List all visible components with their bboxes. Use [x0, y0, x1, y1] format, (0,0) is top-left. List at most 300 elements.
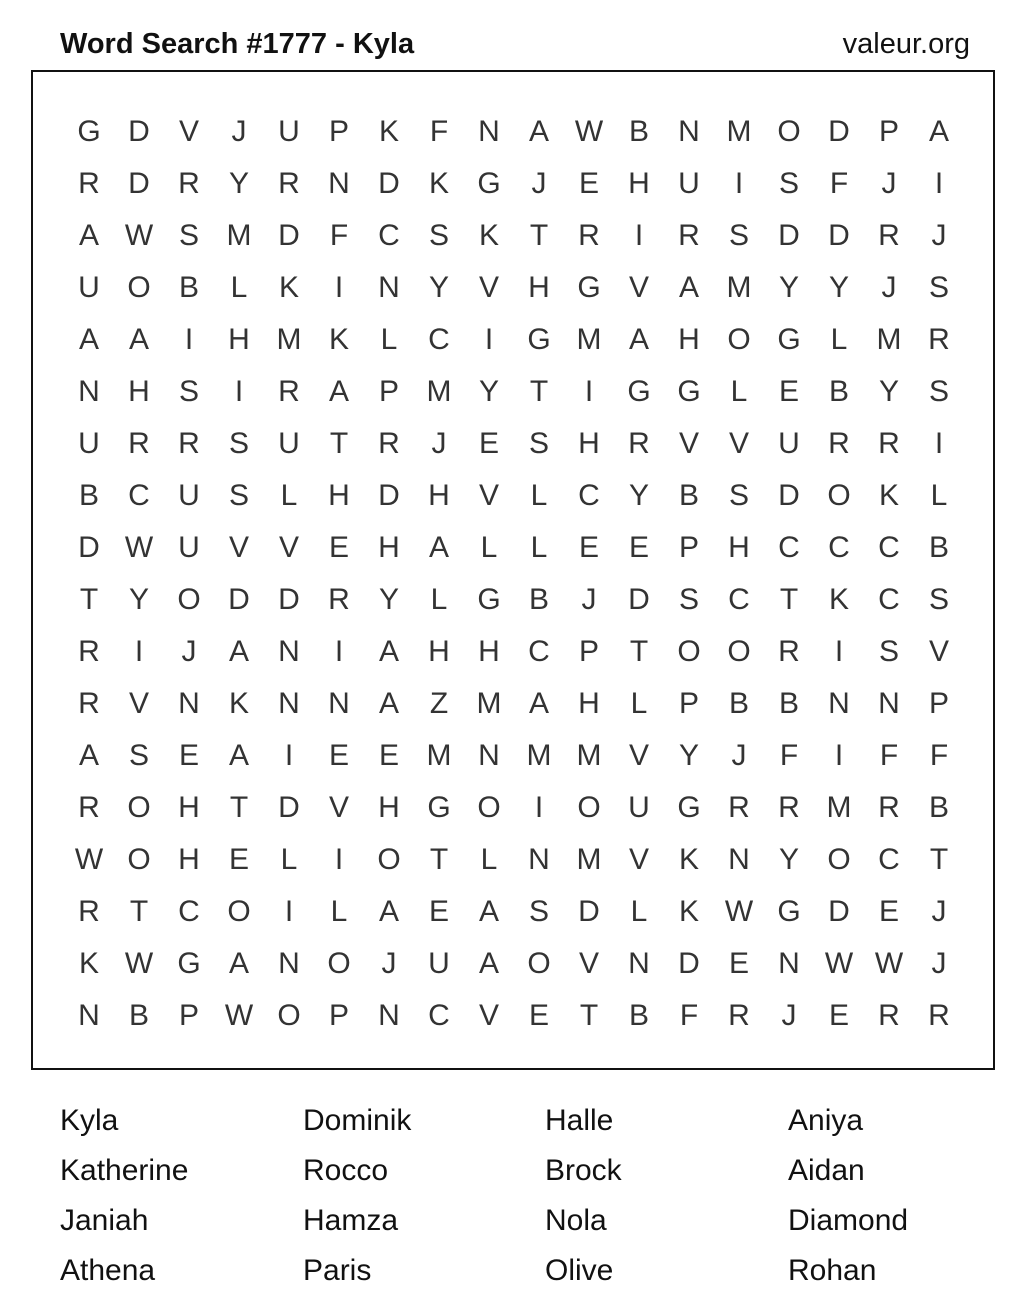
grid-cell[interactable]: T: [529, 219, 549, 252]
grid-cell[interactable]: U: [628, 791, 650, 824]
grid-cell[interactable]: U: [78, 427, 100, 460]
grid-cell[interactable]: S: [528, 895, 549, 928]
grid-cell[interactable]: J: [531, 167, 547, 200]
grid-cell[interactable]: W: [224, 999, 254, 1032]
grid-cell[interactable]: P: [878, 115, 899, 148]
grid-cell[interactable]: L: [330, 895, 348, 928]
grid-cell[interactable]: O: [327, 947, 351, 980]
grid-cell[interactable]: R: [578, 219, 600, 252]
grid-cell[interactable]: P: [178, 999, 199, 1032]
grid-cell[interactable]: H: [178, 791, 200, 824]
grid-cell[interactable]: D: [628, 583, 650, 616]
grid-cell[interactable]: B: [928, 791, 949, 824]
grid-cell[interactable]: H: [428, 479, 450, 512]
grid-cell[interactable]: L: [480, 531, 498, 564]
grid-cell[interactable]: A: [528, 687, 549, 720]
grid-cell[interactable]: H: [128, 375, 150, 408]
grid-cell[interactable]: T: [529, 375, 549, 408]
grid-cell[interactable]: K: [278, 271, 299, 304]
grid-cell[interactable]: M: [826, 791, 852, 824]
grid-cell[interactable]: S: [678, 583, 699, 616]
grid-cell[interactable]: U: [78, 271, 100, 304]
grid-cell[interactable]: B: [778, 687, 799, 720]
grid-cell[interactable]: G: [577, 271, 601, 304]
grid-cell[interactable]: E: [328, 739, 349, 772]
grid-cell[interactable]: V: [178, 115, 199, 148]
grid-cell[interactable]: P: [678, 687, 699, 720]
grid-cell[interactable]: T: [779, 583, 799, 616]
grid-cell[interactable]: E: [178, 739, 199, 772]
grid-cell[interactable]: C: [878, 583, 900, 616]
grid-cell[interactable]: D: [78, 531, 100, 564]
grid-cell[interactable]: H: [328, 479, 350, 512]
grid-cell[interactable]: R: [78, 635, 100, 668]
grid-cell[interactable]: S: [128, 739, 149, 772]
grid-cell[interactable]: O: [777, 115, 801, 148]
grid-cell[interactable]: M: [576, 843, 602, 876]
grid-cell[interactable]: R: [78, 791, 100, 824]
grid-cell[interactable]: J: [931, 895, 947, 928]
grid-cell[interactable]: H: [578, 427, 600, 460]
grid-cell[interactable]: I: [534, 791, 544, 824]
grid-cell[interactable]: C: [128, 479, 150, 512]
grid-cell[interactable]: R: [878, 999, 900, 1032]
grid-cell[interactable]: C: [178, 895, 200, 928]
grid-cell[interactable]: J: [181, 635, 197, 668]
grid-cell[interactable]: L: [730, 375, 748, 408]
grid-cell[interactable]: O: [827, 479, 851, 512]
grid-cell[interactable]: B: [528, 583, 549, 616]
grid-cell[interactable]: N: [378, 271, 400, 304]
grid-cell[interactable]: O: [127, 791, 151, 824]
grid-cell[interactable]: L: [430, 583, 448, 616]
grid-cell[interactable]: Y: [778, 271, 799, 304]
grid-cell[interactable]: D: [578, 895, 600, 928]
grid-cell[interactable]: O: [577, 791, 601, 824]
grid-cell[interactable]: B: [828, 375, 849, 408]
grid-cell[interactable]: N: [828, 687, 850, 720]
grid-cell[interactable]: T: [229, 791, 249, 824]
grid-cell[interactable]: H: [378, 791, 400, 824]
grid-cell[interactable]: M: [576, 323, 602, 356]
grid-cell[interactable]: O: [127, 271, 151, 304]
grid-cell[interactable]: N: [528, 843, 550, 876]
grid-cell[interactable]: I: [284, 739, 294, 772]
grid-cell[interactable]: A: [628, 323, 649, 356]
grid-cell[interactable]: V: [478, 271, 499, 304]
grid-cell[interactable]: O: [727, 635, 751, 668]
grid-cell[interactable]: E: [478, 427, 499, 460]
grid-cell[interactable]: O: [827, 843, 851, 876]
grid-cell[interactable]: Y: [128, 583, 149, 616]
grid-cell[interactable]: Y: [878, 375, 899, 408]
grid-cell[interactable]: J: [731, 739, 747, 772]
grid-cell[interactable]: V: [628, 739, 649, 772]
grid-cell[interactable]: V: [128, 687, 149, 720]
grid-cell[interactable]: V: [328, 791, 349, 824]
grid-cell[interactable]: R: [878, 791, 900, 824]
grid-cell[interactable]: D: [228, 583, 250, 616]
grid-cell[interactable]: A: [928, 115, 949, 148]
grid-cell[interactable]: D: [278, 219, 300, 252]
grid-cell[interactable]: O: [227, 895, 251, 928]
grid-cell[interactable]: T: [629, 635, 649, 668]
grid-cell[interactable]: O: [727, 323, 751, 356]
grid-cell[interactable]: L: [530, 531, 548, 564]
grid-cell[interactable]: A: [378, 687, 399, 720]
grid-cell[interactable]: Z: [429, 687, 449, 720]
grid-cell[interactable]: N: [278, 947, 300, 980]
grid-cell[interactable]: W: [124, 219, 154, 252]
grid-cell[interactable]: B: [728, 687, 749, 720]
grid-cell[interactable]: N: [478, 115, 500, 148]
grid-cell[interactable]: I: [834, 739, 844, 772]
grid-cell[interactable]: N: [278, 635, 300, 668]
grid-cell[interactable]: C: [728, 583, 750, 616]
grid-cell[interactable]: D: [128, 167, 150, 200]
grid-cell[interactable]: B: [78, 479, 99, 512]
grid-cell[interactable]: P: [328, 999, 349, 1032]
grid-cell[interactable]: B: [928, 531, 949, 564]
grid-cell[interactable]: H: [178, 843, 200, 876]
grid-cell[interactable]: L: [280, 479, 298, 512]
grid-cell[interactable]: S: [928, 271, 949, 304]
grid-cell[interactable]: L: [630, 895, 648, 928]
grid-cell[interactable]: G: [677, 791, 701, 824]
grid-cell[interactable]: C: [778, 531, 800, 564]
grid-cell[interactable]: C: [528, 635, 550, 668]
grid-cell[interactable]: M: [726, 271, 752, 304]
grid-cell[interactable]: T: [929, 843, 949, 876]
grid-cell[interactable]: D: [828, 895, 850, 928]
grid-cell[interactable]: U: [278, 427, 300, 460]
grid-cell[interactable]: M: [426, 739, 452, 772]
grid-cell[interactable]: U: [428, 947, 450, 980]
grid-cell[interactable]: D: [128, 115, 150, 148]
grid-cell[interactable]: W: [74, 843, 104, 876]
grid-cell[interactable]: A: [228, 739, 249, 772]
grid-cell[interactable]: R: [78, 687, 100, 720]
grid-cell[interactable]: G: [477, 583, 501, 616]
grid-cell[interactable]: N: [628, 947, 650, 980]
grid-cell[interactable]: D: [778, 219, 800, 252]
grid-cell[interactable]: D: [278, 791, 300, 824]
grid-cell[interactable]: K: [878, 479, 899, 512]
grid-cell[interactable]: H: [228, 323, 250, 356]
grid-cell[interactable]: J: [231, 115, 247, 148]
grid-cell[interactable]: V: [728, 427, 749, 460]
grid-cell[interactable]: F: [329, 219, 349, 252]
grid-cell[interactable]: Y: [628, 479, 649, 512]
grid-cell[interactable]: R: [778, 635, 800, 668]
grid-cell[interactable]: A: [478, 947, 499, 980]
grid-cell[interactable]: C: [428, 323, 450, 356]
grid-cell[interactable]: S: [878, 635, 899, 668]
grid-cell[interactable]: C: [378, 219, 400, 252]
grid-cell[interactable]: P: [928, 687, 949, 720]
grid-cell[interactable]: J: [581, 583, 597, 616]
grid-cell[interactable]: E: [878, 895, 899, 928]
grid-cell[interactable]: W: [574, 115, 604, 148]
grid-cell[interactable]: G: [427, 791, 451, 824]
grid-cell[interactable]: F: [429, 115, 449, 148]
grid-cell[interactable]: A: [378, 635, 399, 668]
grid-cell[interactable]: S: [428, 219, 449, 252]
grid-cell[interactable]: O: [177, 583, 201, 616]
grid-cell[interactable]: E: [428, 895, 449, 928]
grid-cell[interactable]: F: [879, 739, 899, 772]
grid-cell[interactable]: O: [377, 843, 401, 876]
grid-cell[interactable]: T: [129, 895, 149, 928]
grid-cell[interactable]: T: [579, 999, 599, 1032]
grid-cell[interactable]: T: [429, 843, 449, 876]
grid-cell[interactable]: S: [228, 479, 249, 512]
grid-cell[interactable]: O: [677, 635, 701, 668]
grid-cell[interactable]: O: [277, 999, 301, 1032]
grid-cell[interactable]: V: [478, 999, 499, 1032]
grid-cell[interactable]: N: [178, 687, 200, 720]
grid-cell[interactable]: R: [128, 427, 150, 460]
grid-cell[interactable]: C: [428, 999, 450, 1032]
grid-cell[interactable]: A: [128, 323, 149, 356]
grid-cell[interactable]: D: [378, 479, 400, 512]
grid-cell[interactable]: Y: [428, 271, 449, 304]
grid-cell[interactable]: E: [828, 999, 849, 1032]
grid-cell[interactable]: N: [378, 999, 400, 1032]
grid-cell[interactable]: R: [278, 167, 300, 200]
grid-cell[interactable]: K: [378, 115, 399, 148]
grid-cell[interactable]: N: [278, 687, 300, 720]
grid-cell[interactable]: M: [576, 739, 602, 772]
grid-cell[interactable]: D: [678, 947, 700, 980]
grid-cell[interactable]: Y: [228, 167, 249, 200]
grid-cell[interactable]: I: [634, 219, 644, 252]
grid-cell[interactable]: Y: [478, 375, 499, 408]
grid-cell[interactable]: R: [728, 791, 750, 824]
grid-cell[interactable]: N: [728, 843, 750, 876]
grid-cell[interactable]: N: [328, 687, 350, 720]
grid-cell[interactable]: L: [530, 479, 548, 512]
grid-cell[interactable]: K: [428, 167, 449, 200]
grid-cell[interactable]: F: [779, 739, 799, 772]
grid-cell[interactable]: E: [778, 375, 799, 408]
grid-cell[interactable]: J: [781, 999, 797, 1032]
grid-cell[interactable]: U: [778, 427, 800, 460]
grid-cell[interactable]: V: [928, 635, 949, 668]
grid-cell[interactable]: O: [527, 947, 551, 980]
grid-cell[interactable]: N: [78, 999, 100, 1032]
grid-cell[interactable]: S: [728, 479, 749, 512]
grid-cell[interactable]: R: [178, 167, 200, 200]
grid-cell[interactable]: H: [678, 323, 700, 356]
grid-cell[interactable]: S: [778, 167, 799, 200]
grid-cell[interactable]: R: [328, 583, 350, 616]
grid-cell[interactable]: R: [278, 375, 300, 408]
grid-cell[interactable]: I: [284, 895, 294, 928]
grid-cell[interactable]: F: [929, 739, 949, 772]
grid-cell[interactable]: S: [178, 219, 199, 252]
grid-cell[interactable]: A: [328, 375, 349, 408]
grid-cell[interactable]: B: [678, 479, 699, 512]
grid-cell[interactable]: P: [378, 375, 399, 408]
grid-cell[interactable]: P: [678, 531, 699, 564]
grid-cell[interactable]: R: [928, 999, 950, 1032]
grid-cell[interactable]: D: [778, 479, 800, 512]
grid-cell[interactable]: E: [578, 531, 599, 564]
grid-cell[interactable]: A: [678, 271, 699, 304]
grid-cell[interactable]: H: [578, 687, 600, 720]
grid-cell[interactable]: B: [628, 115, 649, 148]
grid-cell[interactable]: W: [874, 947, 904, 980]
grid-cell[interactable]: R: [178, 427, 200, 460]
grid-cell[interactable]: G: [477, 167, 501, 200]
grid-cell[interactable]: C: [878, 843, 900, 876]
grid-cell[interactable]: Y: [828, 271, 849, 304]
grid-cell[interactable]: R: [928, 323, 950, 356]
grid-cell[interactable]: H: [628, 167, 650, 200]
grid-cell[interactable]: I: [584, 375, 594, 408]
grid-cell[interactable]: K: [678, 843, 699, 876]
grid-cell[interactable]: V: [678, 427, 699, 460]
grid-cell[interactable]: V: [278, 531, 299, 564]
grid-cell[interactable]: W: [724, 895, 754, 928]
grid-cell[interactable]: I: [734, 167, 744, 200]
grid-cell[interactable]: A: [428, 531, 449, 564]
grid-cell[interactable]: R: [878, 219, 900, 252]
grid-cell[interactable]: M: [476, 687, 502, 720]
grid-cell[interactable]: I: [834, 635, 844, 668]
grid-cell[interactable]: S: [178, 375, 199, 408]
grid-cell[interactable]: U: [178, 531, 200, 564]
grid-cell[interactable]: I: [334, 843, 344, 876]
grid-cell[interactable]: H: [428, 635, 450, 668]
grid-cell[interactable]: B: [128, 999, 149, 1032]
grid-cell[interactable]: S: [928, 583, 949, 616]
grid-cell[interactable]: S: [928, 375, 949, 408]
grid-cell[interactable]: A: [78, 739, 99, 772]
grid-cell[interactable]: G: [677, 375, 701, 408]
grid-cell[interactable]: H: [528, 271, 550, 304]
grid-cell[interactable]: H: [728, 531, 750, 564]
grid-cell[interactable]: K: [78, 947, 99, 980]
grid-cell[interactable]: E: [228, 843, 249, 876]
grid-cell[interactable]: H: [378, 531, 400, 564]
grid-cell[interactable]: I: [184, 323, 194, 356]
grid-cell[interactable]: W: [124, 531, 154, 564]
grid-cell[interactable]: B: [628, 999, 649, 1032]
grid-cell[interactable]: A: [378, 895, 399, 928]
grid-cell[interactable]: W: [824, 947, 854, 980]
grid-cell[interactable]: G: [777, 323, 801, 356]
grid-cell[interactable]: V: [478, 479, 499, 512]
grid-cell[interactable]: G: [527, 323, 551, 356]
grid-cell[interactable]: N: [678, 115, 700, 148]
grid-cell[interactable]: S: [528, 427, 549, 460]
grid-cell[interactable]: U: [178, 479, 200, 512]
grid-cell[interactable]: G: [777, 895, 801, 928]
grid-cell[interactable]: M: [426, 375, 452, 408]
grid-cell[interactable]: V: [578, 947, 599, 980]
grid-cell[interactable]: W: [124, 947, 154, 980]
grid-cell[interactable]: L: [380, 323, 398, 356]
grid-cell[interactable]: I: [934, 427, 944, 460]
grid-cell[interactable]: R: [378, 427, 400, 460]
grid-cell[interactable]: L: [230, 271, 248, 304]
grid-cell[interactable]: L: [930, 479, 948, 512]
grid-cell[interactable]: D: [828, 219, 850, 252]
grid-cell[interactable]: M: [226, 219, 252, 252]
grid-cell[interactable]: A: [228, 635, 249, 668]
grid-cell[interactable]: O: [127, 843, 151, 876]
grid-cell[interactable]: H: [478, 635, 500, 668]
grid-cell[interactable]: A: [78, 219, 99, 252]
grid-cell[interactable]: A: [78, 323, 99, 356]
grid-cell[interactable]: F: [679, 999, 699, 1032]
grid-cell[interactable]: Y: [778, 843, 799, 876]
grid-cell[interactable]: U: [678, 167, 700, 200]
grid-cell[interactable]: E: [728, 947, 749, 980]
grid-cell[interactable]: N: [778, 947, 800, 980]
grid-cell[interactable]: E: [578, 167, 599, 200]
grid-cell[interactable]: A: [228, 947, 249, 980]
grid-cell[interactable]: P: [328, 115, 349, 148]
grid-cell[interactable]: N: [328, 167, 350, 200]
grid-cell[interactable]: I: [334, 635, 344, 668]
grid-cell[interactable]: F: [829, 167, 849, 200]
grid-cell[interactable]: I: [234, 375, 244, 408]
grid-cell[interactable]: K: [678, 895, 699, 928]
grid-cell[interactable]: R: [778, 791, 800, 824]
grid-cell[interactable]: I: [134, 635, 144, 668]
grid-cell[interactable]: E: [378, 739, 399, 772]
grid-cell[interactable]: R: [828, 427, 850, 460]
grid-cell[interactable]: E: [628, 531, 649, 564]
grid-cell[interactable]: C: [578, 479, 600, 512]
grid-cell[interactable]: R: [728, 999, 750, 1032]
grid-cell[interactable]: N: [878, 687, 900, 720]
grid-cell[interactable]: K: [228, 687, 249, 720]
grid-cell[interactable]: L: [480, 843, 498, 876]
grid-cell[interactable]: E: [528, 999, 549, 1032]
grid-cell[interactable]: K: [828, 583, 849, 616]
grid-cell[interactable]: S: [728, 219, 749, 252]
grid-cell[interactable]: R: [628, 427, 650, 460]
grid-cell[interactable]: T: [79, 583, 99, 616]
grid-cell[interactable]: G: [77, 115, 101, 148]
grid-cell[interactable]: G: [627, 375, 651, 408]
grid-cell[interactable]: R: [878, 427, 900, 460]
grid-cell[interactable]: Y: [678, 739, 699, 772]
grid-cell[interactable]: V: [228, 531, 249, 564]
grid-cell[interactable]: Y: [378, 583, 399, 616]
grid-cell[interactable]: U: [278, 115, 300, 148]
grid-cell[interactable]: R: [78, 167, 100, 200]
grid-cell[interactable]: L: [280, 843, 298, 876]
grid-cell[interactable]: A: [528, 115, 549, 148]
grid-cell[interactable]: M: [276, 323, 302, 356]
grid-cell[interactable]: M: [526, 739, 552, 772]
grid-cell[interactable]: D: [828, 115, 850, 148]
grid-cell[interactable]: R: [678, 219, 700, 252]
grid-cell[interactable]: V: [628, 271, 649, 304]
grid-cell[interactable]: C: [828, 531, 850, 564]
grid-cell[interactable]: M: [726, 115, 752, 148]
grid-cell[interactable]: T: [329, 427, 349, 460]
grid-cell[interactable]: J: [881, 271, 897, 304]
grid-cell[interactable]: I: [484, 323, 494, 356]
grid-cell[interactable]: C: [878, 531, 900, 564]
grid-cell[interactable]: D: [378, 167, 400, 200]
